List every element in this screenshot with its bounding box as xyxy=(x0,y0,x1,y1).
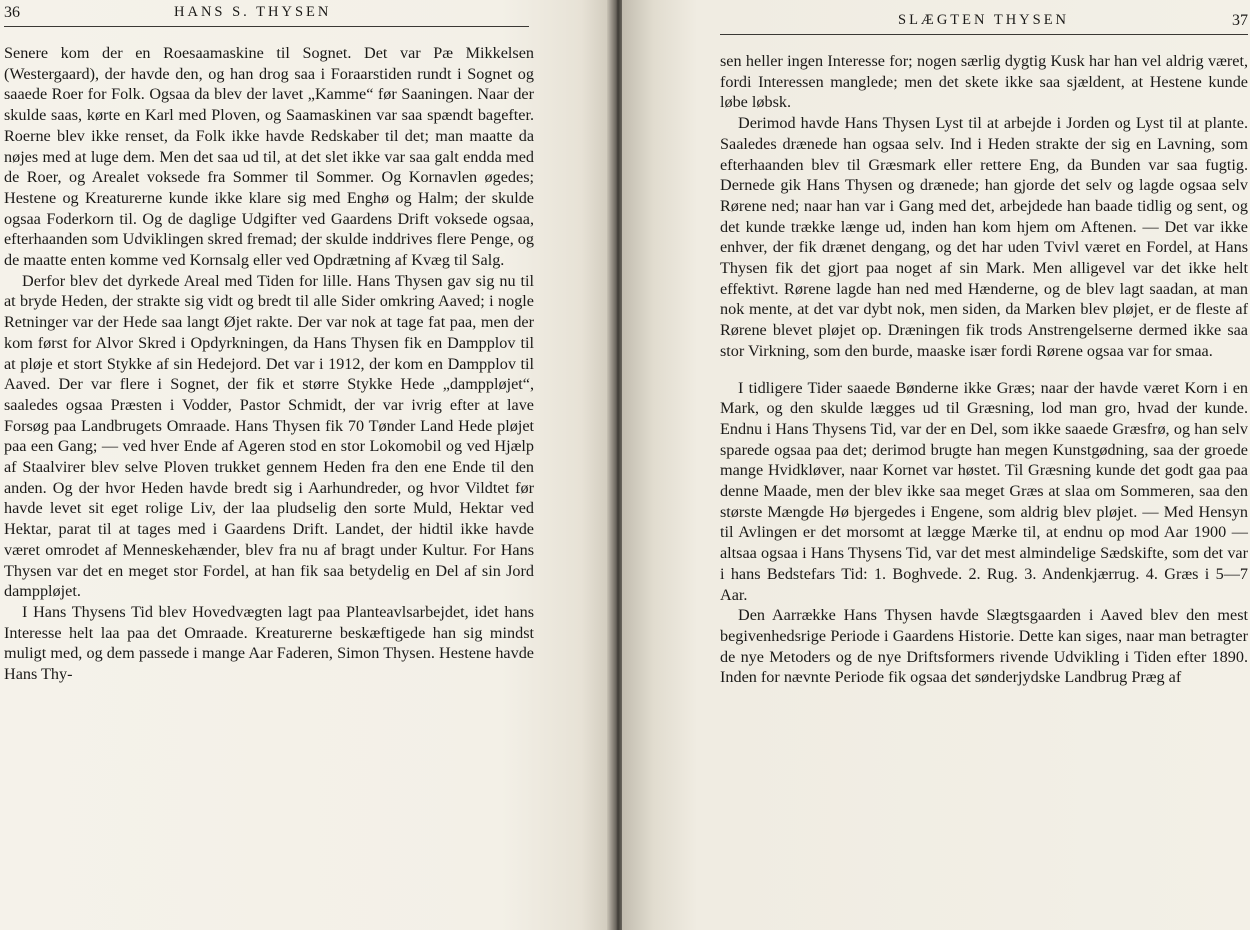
running-title: SLÆGTEN THYSEN xyxy=(898,12,1070,28)
page-number: 37 xyxy=(1232,12,1248,29)
paragraph: I tidligere Tider saaede Bønderne ikke Græs; naar der havde været Korn i en Mark, og den skulde lægges ud til Græsning, lod man gro, hvad der kunde. Endnu i Hans Thysens Tid, var der en Del, som ikke saaede Græsfrø, og han selv sparede ogsaa paa det; derimod brugte han megen Kunstgødning, saa der groede mange Hvidkløver, naar Kornet var høstet. Til Græsning kunde det godt gaa paa denne Maade, men der blev ikke saa meget Græs at slaa om Sommeren, saa den største Mængde Hø bjergedes i Engene, som aldrig blev pløjet. — Med Hensyn til Avlingen er det morsomt at lægge Mærke til, at endnu op mod Aar 1900 — altsaa ogsaa i Hans Thysens Tid, var det mest almindelige Sædskifte, som det var i hans Bedstefars Tid: 1. Boghvede. 2. Rug. 3. Andenkjærrug. 4. Græs i 5—7 Aar. xyxy=(720,378,1248,604)
body-text xyxy=(720,51,1248,688)
right-page xyxy=(622,0,1250,930)
left-page xyxy=(0,0,612,930)
body-text xyxy=(4,43,534,685)
paragraph: Den Aarrække Hans Thysen havde Slægtsgaarden i Aaved blev den mest begivenhedsrige Periode i Gaardens Historie. Dette kan siges, naar man betragter de nye Metoders og de nye Driftsformers rivende Udvikling i Tiden efter 1890. Inden for nævnte Periode fik ogsaa det sønderjydske Landbrug Præg af xyxy=(720,606,1248,687)
paragraph: Senere kom der en Roesaamaskine til Sognet. Det var Pæ Mikkelsen (Westergaard), der havde den, og han drog saa i Foraarstiden rundt i Sognet og saaede Roer for Folk. Ogsaa da blev der lavet „Kamme“ før Saaningen. Naar der skulde saas, kørte en Karl med Ploven, og Saamaskinen var saa spændt bagefter. Roerne blev ikke renset, da Folk ikke havde Redskaber til det; man maatte da nøjes med at luge dem. Men det saa ud til, at det slet ikke var saa galt endda med de Roer, og Arealet voksede fra Sommer til Sommer. Og Kornavlen øgedes; Hestene og Kreaturerne kunde ikke klare sig med Enghø og Halm; der skulde ogsaa Foderkorn til. Og de daglige Udgifter ved Gaardens Drift voksede ogsaa, efterhaanden som Udviklingen skred fremad; der skulde inddrives flere Penge, og de maatte enten komme ved Kornsalg eller ved Opdrætning af Kvæg til Salg. xyxy=(4,44,534,270)
running-title: HANS S. THYSEN xyxy=(174,4,332,20)
paragraph: Derfor blev det dyrkede Areal med Tiden for lille. Hans Thysen gav sig nu til at bryde Heden, der strakte sig vidt og bredt til alle Sider omkring Aaved; i nogle Retninger var der Hede saa langt Øjet rakte. Der var nok at tage fat paa, men der kom først for Alvor Skred i Opdyrkningen, da Hans Thysen fik en Dampplov til at pløje et stort Stykke af sin Hedejord. Det var i 1912, der kom en Dampplov til Aaved. Der var flere i Sognet, der fik et større Stykke Hede „damppløjet“, saaledes ogsaa Præsten i Vodder, Pastor Schmidt, der var ivrig efter at lave Forsøg paa Landbrugets Omraade. Hans Thysen fik 70 Tønder Land Hede pløjet paa een Gang; — ved hver Ende af Ageren stod en stor Lokomobil og ved Hjælp af Staalvirer blev selve Ploven trukket gennem Heden fra den ene Ende til den anden. Og der hvor Heden havde bredt sig i Aarhundreder, og hvor Vildtet før havde levet sit eget rolige Liv, der laa pludselig den sorte Muld, Hektar ved Hektar, parat til at tages med i Gaardens Drift. Landet, der hidtil ikke havde været omrodet af Menneskehænder, blev fra nu af bragt under Kultur. For Hans Thysen var det en meget stor Fordel, at han fik saa betydelig en Del af sin Jord damppløjet. xyxy=(4,271,534,601)
right-page-header xyxy=(720,12,1248,35)
paragraph: sen heller ingen Interesse for; nogen særlig dygtig Kusk har han vel aldrig været, fordi Interessen manglede; men det skete ikke saa sjældent, at Hestene kunde løbe løbsk. xyxy=(720,52,1248,112)
page-number: 36 xyxy=(4,4,20,21)
left-page-header xyxy=(4,4,529,27)
paragraph: Derimod havde Hans Thysen Lyst til at arbejde i Jorden og Lyst til at plante. Saaledes drænede han ogsaa selv. Ind i Heden strakte der sig en Lavning, som efterhaanden blev til Græsmark eller rettere Eng, da Bunden var saa fugtig. Dernede gik Hans Thysen og drænede; han gjorde det selv og lagde ogsaa selv Rørene ned; naar han var i Gang med det, arbejdede han baade tidlig og sent, og det kunde trække længe ud, inden han kom hjem om Aftenen. — Det var ikke enhver, der fik drænet dengang, og det har uden Tvivl været en Fordel, at Hans Thysen fik det gjort paa noget af sin Mark. Men alligevel var det ikke helt effektivt. Rørene lagde han ned med Hænderne, og de blev lagt saadan, at man nok mente, at det var dybt nok, men siden, da Marken blev pløjet, er de fleste af Rørene blevet pløjet op. Dræningen fik trods Anstrengelserne dermed ikke saa stor Virkning, som den burde, maaske især fordi Rørene ogsaa var for smaa. xyxy=(720,114,1248,360)
paragraph: I Hans Thysens Tid blev Hovedvægten lagt paa Planteavlsarbejdet, idet hans Interesse helt laa paa det Omraade. Kreaturerne beskæftigede han sig mindst muligt med, og dem passede i mange Aar Faderen, Simon Thysen. Hestene havde Hans Thy- xyxy=(4,602,534,684)
